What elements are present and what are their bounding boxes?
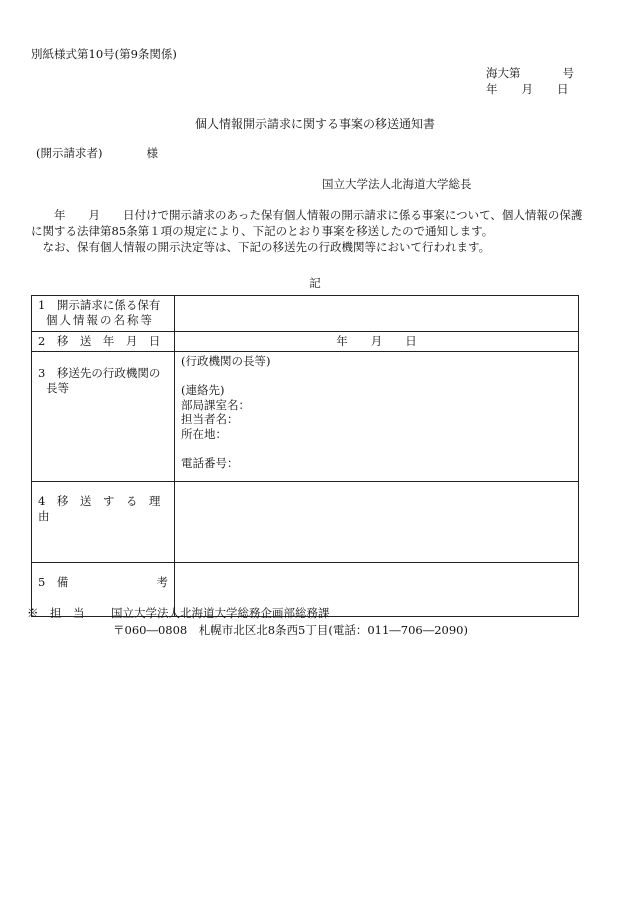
row1-label-line1: 1 開示請求に係る保有 <box>38 298 161 312</box>
note-address: 〒060―0808 札幌市北区北8条西5丁目(電話：011―706―2090) <box>113 623 468 637</box>
row3-head: (行政機関の長等) <box>181 354 271 368</box>
body-text <box>31 207 591 255</box>
sender: 国立大学法人北海道大学総長 <box>322 177 472 191</box>
addressee-label: (開示請求者) <box>36 146 103 160</box>
document-title: 個人情報開示請求に関する事案の移送通知書 <box>194 117 435 131</box>
addressee-honorific: 様 <box>146 146 158 160</box>
row3-value <box>175 352 579 482</box>
row3-contact-label: (連絡先) <box>181 383 225 398</box>
record-table <box>31 295 579 617</box>
body-paragraph-1: 年 月 日付けで開示請求のあった保有個人情報の開示請求に係る事案について、個人情報の保護に関する法律第85条第１項の規定により、下記のとおり事案を移送したので通知します。 <box>31 208 583 238</box>
row3-dept: 部局課室名： <box>181 397 250 412</box>
row3-label-line2: 長等 <box>46 381 69 395</box>
addressee <box>36 147 158 161</box>
document-number <box>486 67 574 81</box>
table-row <box>32 482 579 563</box>
note-dept: 国立大学法人北海道大学総務企画部総務課 <box>111 606 330 620</box>
ki-heading: 記 <box>309 276 321 290</box>
row3-label <box>32 352 175 482</box>
form-code: 別紙様式第10号(第9条関係) <box>31 47 177 61</box>
table-row <box>32 352 579 482</box>
contact-note <box>27 607 330 621</box>
row3-label-line1: 3 移送先の行政機関の <box>38 366 161 380</box>
document-number-prefix: 海大第 <box>486 66 521 80</box>
row4-label: 4 移 送 す る 理 由 <box>32 482 175 563</box>
row3-person: 担当者名： <box>181 412 239 427</box>
date-day: 日 <box>557 82 569 96</box>
row5-label-left: 5 備 <box>38 575 69 589</box>
row1-label-line2: 個人情報の名称等 <box>46 313 154 327</box>
table-row <box>32 296 579 332</box>
document-number-suffix: 号 <box>562 66 574 80</box>
body-paragraph-2: なお、保有個人情報の開示決定等は、下記の移送先の行政機関等において行われます。 <box>42 240 491 254</box>
date-year: 年 <box>486 82 498 96</box>
row4-value <box>175 482 579 563</box>
date-month: 月 <box>521 82 533 96</box>
row2-value: 年 月 日 <box>175 332 579 352</box>
row2-label: 2 移 送 年 月 日 <box>32 332 175 352</box>
row5-label-right: 考 <box>156 575 168 589</box>
row1-value <box>175 296 579 332</box>
note-label: ※ 担 当 <box>27 606 85 620</box>
table-row <box>32 332 579 352</box>
row3-address: 所在地： <box>181 426 227 441</box>
row3-phone: 電話番号： <box>181 456 239 471</box>
document-date <box>486 83 569 97</box>
row1-label <box>32 296 175 332</box>
